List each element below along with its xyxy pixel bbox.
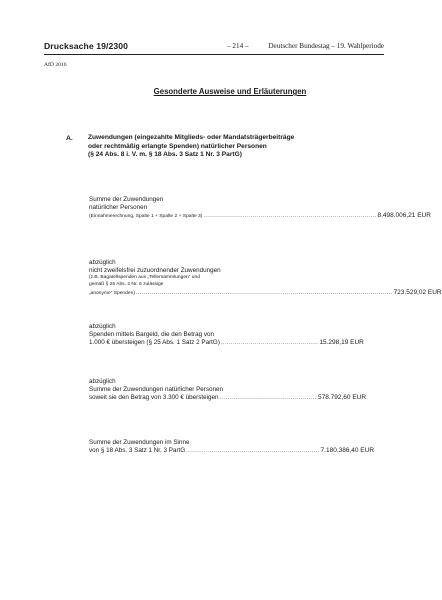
total-donations-block [89,439,375,455]
parliament-label: Deutscher Bundestag – 19. Wahlperiode [268,42,384,50]
section-heading [88,134,378,160]
item-final-text: „anonyme“ Spenden) [89,290,135,296]
leader-dots: ................................................................... [186,448,320,454]
party-year-label: AfD 2016 [44,62,67,68]
item-note-line: gemäß § 25 Abs. 2 Nr. 6 zulässige [89,281,164,287]
item-final-text: soweit sie den Betrag von 3.300 € übersteigen [89,394,219,401]
section-heading-line: (§ 24 Abs. 8 i. V. m. § 18 Abs. 3 Satz 1 Nr. 3 PartG) [88,151,242,159]
amount-row [89,212,431,221]
document-number [44,41,128,51]
item-final-text: (Einnahmerechnung, Spalte 1 + Spalte 2 + Spalte 3) [89,214,203,219]
item-line: abzüglich [89,323,116,330]
item-line: Spenden mittels Bargeld, die den Betrag von [89,331,214,338]
item-line: Summe der Zuwendungen im Sinne [89,439,190,446]
section-heading-line: Zuwendungen (eingezahlte Mitglieds- oder Mandatsträgerbeiträge [88,134,295,141]
amount-row [89,447,375,455]
page-header [44,43,384,55]
page-title: Gesonderte Ausweise und Erläuterungen [153,87,307,96]
item-line: abzüglich [89,259,116,266]
amount-value: 578.792,60 EUR [318,394,367,401]
section-heading-line: oder rechtmäßig erlangte Spenden) natürlicher Personen [88,142,267,150]
item-line: Summe der Zuwendungen [89,196,164,203]
amount-value: 7.180.386,40 EUR [320,447,375,454]
amount-value: 723.529,02 EUR [393,288,442,296]
over-threshold-donations-block [89,378,367,402]
unassignable-donations-block [89,259,442,298]
amount-value: 8.498.006,21 EUR [377,212,431,219]
amount-value: 15.298,19 EUR [319,339,364,346]
leader-dots: ....................................................................................... [203,213,377,219]
document-label: Drucksache 19/ [44,41,109,51]
amount-row [89,288,442,298]
item-final-text: von § 18 Abs. 3 Satz 1 Nr. 3 PartG [89,447,186,454]
sum-natural-persons-block [89,196,431,221]
leader-dots: ................................................. [219,395,317,401]
amount-row [89,394,367,402]
leader-dots: ................................................. [220,340,319,346]
item-final-text: 1.000 € übersteigen (§ 25 Abs. 1 Satz 2 PartG) [89,339,220,346]
section-label: A. [66,135,73,142]
item-note-line: (z.B. Bagatellspenden aus „Tellersammlungen“ und [89,275,200,280]
cash-donations-block [89,323,364,347]
page-number: – 214 – [227,42,249,50]
leader-dots: ................................................................................................................................. [135,289,393,296]
amount-row [89,339,364,347]
item-line: nicht zweifelsfrei zuzuordnender Zuwendungen [89,267,221,274]
item-line: natürlicher Personen [89,204,148,211]
item-line: Summe der Zuwendungen natürlicher Personen [89,386,224,393]
document-number-value: 2300 [108,41,128,51]
item-line: abzüglich [89,378,116,385]
